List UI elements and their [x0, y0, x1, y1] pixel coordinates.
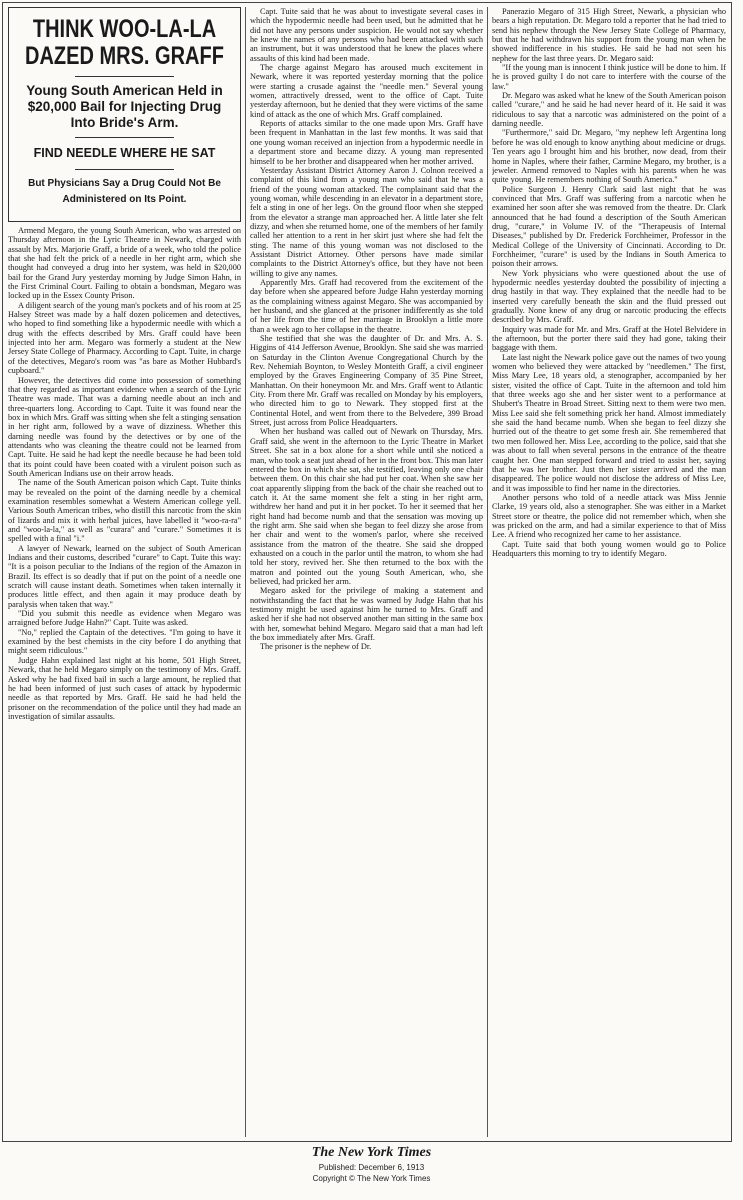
- article-paragraph: Dr. Megaro was asked what he knew of the South American poison called "curare," and he said he had never heard of it. He said it was ridiculous to say that a narcotic was administered on the point of a darning needle.: [492, 91, 726, 129]
- article-paragraph: She testified that she was the daughter of Dr. and Mrs. A. S. Higgins of 414 Jefferson Avenue, Brooklyn. She said she was married on Saturday in the Clinton Avenue Congregational Church by the Rev. Nehemiah Boynton, to Wesley Monteith Graff, a civil engineer employed by the Graves Engineering Company of 35 Pine Street, Manhattan. On their honeymoon Mr. and Mrs. Graff went to Atlantic City. From there Mr. Graff was recalled on Monday by his employers, who directed him to go to Newark. They stopped first at the Continental Hotel, and went from there to the Belvedere, 399 Broad Street, just across from Police Headquarters.: [250, 334, 483, 428]
- article-paragraph: "Did you submit this needle as evidence when Megaro was arraigned before Judge Hahn?" Capt. Tuite was asked.: [8, 609, 241, 628]
- article-paragraph: Yesterday Assistant District Attorney Aaron J. Colnon received a complaint of this kind from a young man who said that he was a friend of the young woman attacked. The complainant said that the young woman, while descending in an elevator in a department store, felt a sting in one of her legs. On the ground floor when she stepped from the elevator a strange man approached her. A little later she felt dizzy, and when she returned home, one of the members of her family called her attention to a rent in her skirt just where she had felt the sting. The name of this young woman was not disclosed to the Assistant District Attorney. Other persons have made similar complaints to the District Attorney's office, but they have not been willing to give any names.: [250, 165, 483, 278]
- article-paragraph: Capt. Tuite said that both young women would go to Police Headquarters this morning to try to identify Megaro.: [492, 539, 726, 558]
- article-paragraph: A lawyer of Newark, learned on the subject of South American Indians and their customs, described "curare" to Capt. Tuite this way: "It is a poison peculiar to the Indians of the region of the Amazon in Brazil. Its effect is so deadly that if put on the point of a needle one scratch will cause instant death. Sometimes when taken internally it produces little effect, and then again it may produce death by paralysis when taken that way.": [8, 543, 241, 609]
- article-page: [2, 2, 732, 1142]
- article-paragraph: The charge against Megaro has aroused much excitement in Newark, where it was reported yesterday morning that the police were starting a crusade against the "needle men." Several young women, attractively dressed, went to the office of Capt. Tuite yesterday afternoon, but he denied that they were victims of the same kind of attack as the one of which Mrs. Graff complained.: [250, 63, 483, 119]
- article-paragraph: Late last night the Newark police gave out the names of two young women who believed they were attacked by "needlemen." The first, Miss Mary Lee, 18 years old, a stenographer, accompanied by her sister, visited the office of Capt. Tuite in the afternoon and told him that three weeks ago she and her sister went to a performance at Shubert's Theatre in Broad Street. Sitting next to them were two men. Miss Lee said she felt something prick her hand. Almost immediately she said the hand became numb. When she began to feel dizzy she hurried out of the theatre to get some fresh air. She remembered that two men followed her. Miss Lee, according to the police, said that she was about to fall when several persons in the entrance of the theatre caught her. One man stepped forward and tried to assist her, saying that he was her brother. Just then her sister arrived and the man disappeared. The police would not disclose the address of Miss Lee, and it was impossible to find her name in the directories.: [492, 352, 726, 493]
- column-1: [8, 7, 241, 1137]
- copyright-notice: Copyright © The New York Times: [312, 1174, 431, 1183]
- article-paragraph: "Furthermore," said Dr. Megaro, "my nephew left Argentina long before he was old enough to know anything about medicine or drugs. Ten years ago I brought him and his brother, now dead, from their home in Naples, where their father, Carmine Megaro, my brother, is a jeweler. Armend removed to Naples with his parents when he was quite young. He remembers nothing of South America.": [492, 128, 726, 185]
- headline-box: [8, 7, 241, 222]
- column-rule: [245, 7, 246, 1137]
- published-date: Published: December 6, 1913: [318, 1163, 425, 1172]
- article-paragraph: Capt. Tuite said that he was about to investigate several cases in which the hypodermic needle had been used, but he admitted that he did not have any persons under suspicion. He would not say whether he knew the names of any persons who had been attacked with such an instrument, but it was understood that he knew the places where assaults of this kind had been made.: [250, 7, 483, 63]
- article-paragraph: A diligent search of the young man's pockets and of his room at 25 Halsey Street was made by a half dozen policemen and detectives, who hoped to find something like a hypodermic needle with which a drug with the effects described by Mrs. Graff could have been injected into her arm. Megaro was formerly a student at the New Jersey State College of Pharmacy. According to Capt. Tuite, in charge of the detectives, Megaro's room was "as bare as Mother Hubbard's cupboard.": [8, 300, 241, 376]
- column-3-body: [492, 7, 726, 558]
- page-footer: [0, 1144, 743, 1184]
- divider: [75, 137, 174, 138]
- article-paragraph: Panerazio Megaro of 315 High Street, Newark, a physician who bears a high reputation. Dr. Megaro told a reporter that he had tried to send his nephew through the New Jersey State College of Pharmacy, but that he had withdrawn his support from the young man when he showed indifference in his studies. He said he had not seen his nephew for the last three years. Dr. Megaro said:: [492, 7, 726, 63]
- article-paragraph: Another persons who told of a needle attack was Miss Jennie Clarke, 19 years old, also a stenographer. She was either in a Market Street store or theatre, the police did not remember which, when she was pricked on the arm, and had a similar experience to that of Miss Lee. A friend who recognized her came to her assistance.: [492, 492, 726, 540]
- subhead-1: Young South American Held in $20,000 Bail for Injecting Drug Into Bride's Arm.: [26, 83, 223, 130]
- article-paragraph: Reports of attacks similar to the one made upon Mrs. Graff have been frequent in Manhattan in the last few months. It was said that one young woman received an injection from a hypodermic needle in a department store and became dizzy. A young man represented himself to be her brother and disappeared when her mother arrived.: [250, 119, 483, 166]
- article-paragraph: When her husband was called out of Newark on Thursday, Mrs. Graff said, she went in the afternoon to the Lyric Theatre in Market Street. She sat in a box alone for a short while until she noticed a man, who took a seat just ahead of her in the front box. This man later entered the box in which she sat, she testified, leaving only one chair between them. On this chair she had put her coat. When she saw her coat apparently slipping from the back of the chair she reached out to catch it. At the same moment she felt a sting in her right arm, withdrew her hand and put it in her pocket. To her it seemed that her right hand had become numb and that the sensation was moving up the right arm. She said when she began to feel dizzy she arose from her chair and went to the women's parlor, where she received assistance from the matron of the theatre. She said she dropped exhausted on a couch in the parlor until the matron, to whom she had told her story, revived her. She then returned to the box with the matron and pointed out the young South American, who, she believed, had pricked her arm.: [250, 427, 483, 586]
- article-paragraph: The prisoner is the nephew of Dr.: [259, 642, 372, 652]
- article-paragraph: Armend Megaro, the young South American, who was arrested on Thursday afternoon in the Lyric Theatre in Newark, charged with assault by Mrs. Marjorie Graff, a bride of a week, who told the police that she had felt the prick of a needle in her right arm, which she thought had conveyed a drug into her system, was held in $20,000 bail for the Grand Jury yesterday morning by Judge Simon Hahn, in the First Criminal Court. Failing to obtain a bondsman, Megaro was locked up in the Essex County Prison.: [8, 226, 241, 301]
- column-2: [250, 7, 483, 1137]
- column-1-body: [8, 226, 241, 721]
- article-paragraph: Police Surgeon J. Henry Clark said last night that he was convinced that Mrs. Graff was suffering from a narcotic when he examined her soon after she was removed from the theatre. Dr. Clark announced that he had found a description of the South American drug, "curare," in Volume IV. of the "Therapeusis of Internal Diseases," published by Dr. Frederick Forchheimer, Professor in the Medical College of the University of Cincinnati. According to Dr. Forchheimer, "curare" is used by the Indians in South America to poison their arrows.: [492, 184, 726, 269]
- column-3: [492, 7, 726, 1137]
- article-paragraph: Inquiry was made for Mr. and Mrs. Graff at the Hotel Belvidere in the afternoon, but the porter there said they had gone, taking their baggage with them.: [492, 324, 726, 353]
- article-paragraph: The name of the South American poison which Capt. Tuite thinks may be revealed on the point of the darning needle by a chemical examination resembles somewhat a Western American college yell. Various South American tribes, who distill this narcotic from the skin of lizards and mix it with herbal juices, have labelled it "woo-ra-ra" and "woo-la-la," as well as "curara" and "curare." Sometimes it is spelled with a final "i.": [8, 478, 241, 544]
- article-paragraph: Judge Hahn explained last night at his home, 501 High Street, Newark, that he held Megaro simply on the testimony of Mrs. Graff. Asked why he had fixed bail in such a large amount, he replied that he had been informed of just such cases of attack by hypodermic needle as that reported by Mrs. Graff. He said he had held the prisoner on the recommendation of the police until they had made an investigation of similar assaults.: [8, 655, 241, 721]
- subhead-2: FIND NEEDLE WHERE HE SAT: [33, 146, 216, 160]
- divider: [75, 169, 174, 170]
- article-paragraph: "No," replied the Captain of the detectives. "I'm going to have it examined by the best chemists in the city before I do anything that might seem ridiculous.": [8, 627, 241, 656]
- column-2-body: [250, 7, 483, 652]
- column-rule: [487, 7, 488, 1137]
- article-paragraph: "If the young man is innocent I think justice will be done to him. If he is proved guilty I do not care to interfere with the course of the law.": [492, 63, 726, 91]
- masthead-logo: The New York Times: [311, 1145, 432, 1160]
- divider: [75, 76, 174, 77]
- article-paragraph: Apparently Mrs. Graff had recovered from the excitement of the day before when she appeared before Judge Hahn yesterday morning as the complaining witness against Megaro. She was accompanied by her husband, and she glanced at the prisoner indifferently as she told of her life from the time of her marriage in Brooklyn a little more than a week ago to her collapse in the theatre.: [250, 277, 483, 334]
- article-paragraph: However, the detectives did come into possession of something that they regarded as important evidence when a search of the Lyric Theatre was made. That was a darning needle about an inch and three-quarters long. According to Capt. Tuite it was found near the box in which Mrs. Graff was sitting when she felt a stinging sensation in her right arm, followed by a wave of dizziness. Whether this darning needle was found by the detectives or by one of the attendants who was cleaning the theatre could not be learned from Capt. Tuite. He said he had kept the needle because he had been told that its point could have been coated with a virulent poison such as South American Indians use on their arrow heads.: [8, 375, 241, 478]
- subhead-3: But Physicians Say a Drug Could Not Be Administered on Its Point.: [28, 178, 221, 205]
- article-paragraph: Megaro asked for the privilege of making a statement and notwithstanding the fact that he was warned by Judge Hahn that his testimony might be used against him he turned to Mrs. Graff and asked her if she had not observed another man sitting in the same box with her, somewhat behind Megaro. Megaro said that a man had left the box immediately after Mrs. Graff.: [250, 586, 483, 643]
- article-paragraph: New York physicians who were questioned about the use of hypodermic needles yesterday doubted the possibility of injecting a drug hastily in that way. They explained that the needle had to be inserted very carefully beneath the skin and the fluid pressed out gradually. None knew of any drug or narcotic producing the effects described by Mrs. Graff.: [492, 268, 726, 325]
- headline: THINK WOO-LA-LA DAZED MRS. GRAFF: [25, 15, 224, 70]
